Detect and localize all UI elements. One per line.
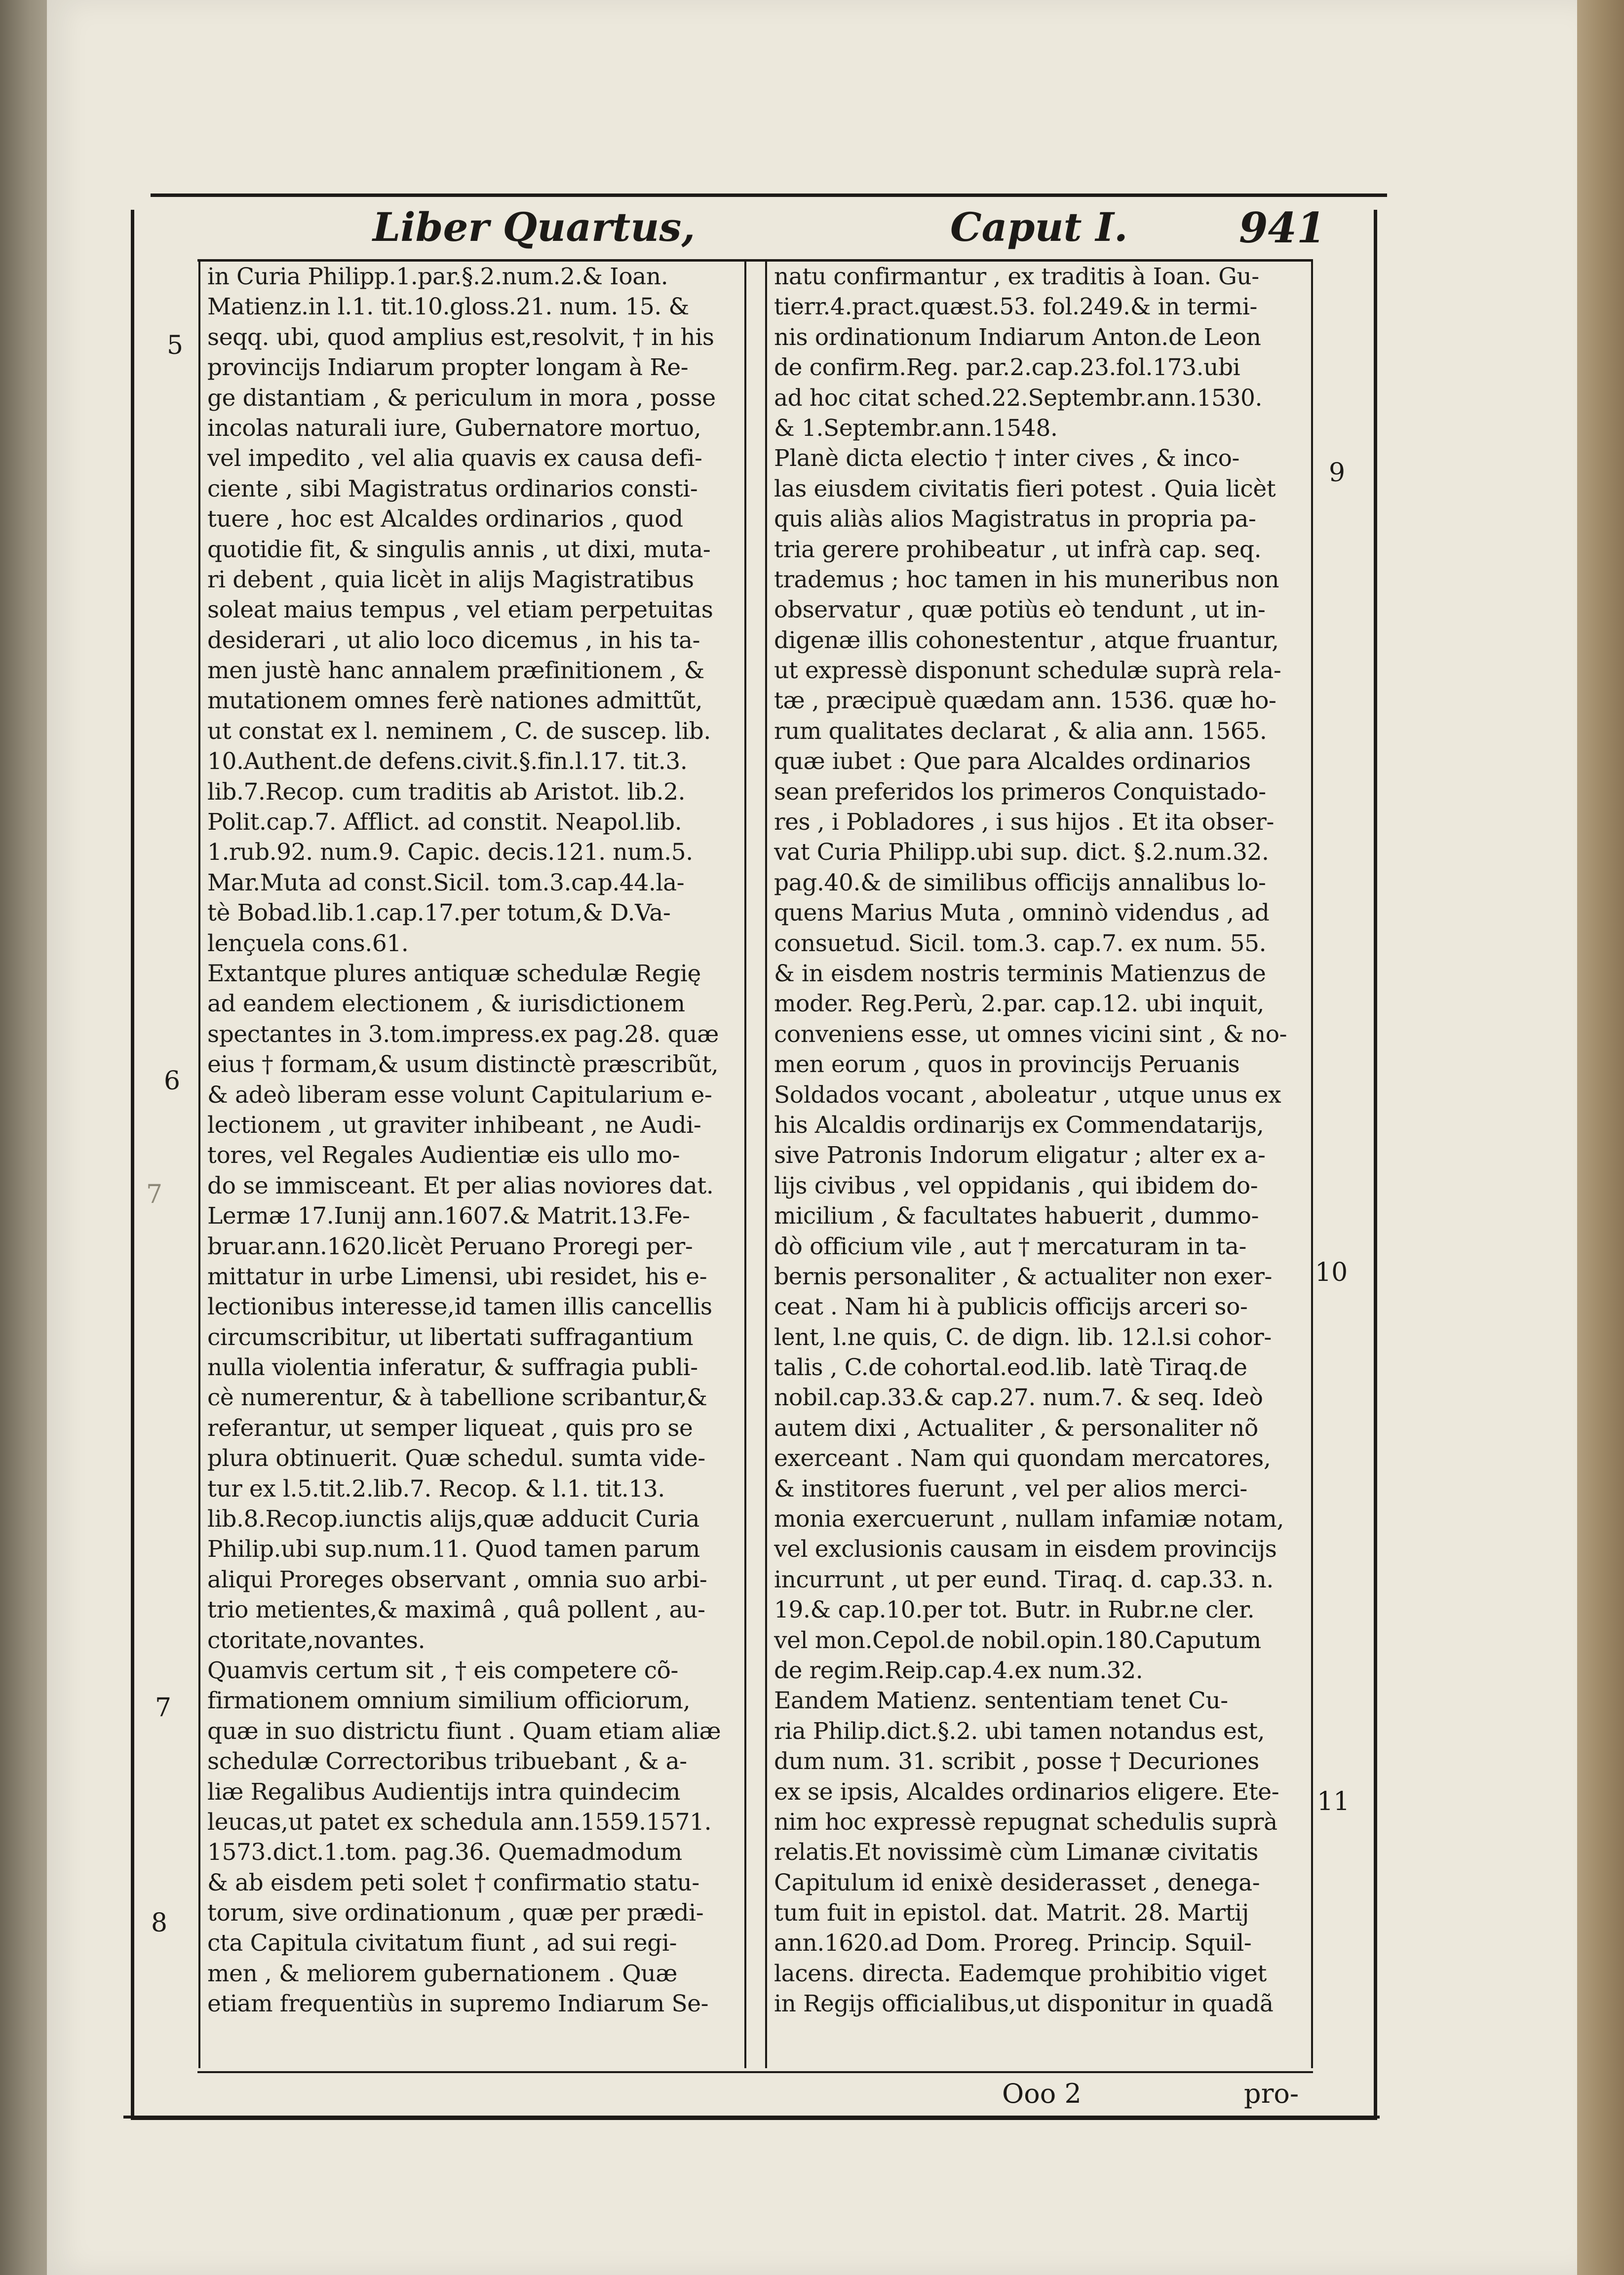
text-line: vel impedito , vel alia quavis ex causa defi-	[207, 445, 702, 472]
text-line: exerceant . Nam qui quondam mercatores,	[774, 1445, 1271, 1472]
text-line: rum qualitates declarat , & alia ann. 1565.	[774, 717, 1267, 745]
margin-number: 7	[146, 1180, 163, 1209]
text-line: ad eandem electionem , & iurisdictionem	[207, 990, 685, 1018]
text-line: etiam frequentiùs in supremo Indiarum Se-	[207, 1990, 709, 2018]
text-line: nobil.cap.33.& cap.27. num.7. & seq. Ideò	[774, 1384, 1263, 1412]
text-line: in Regijs officialibus,ut disponitur in quadã	[774, 1990, 1274, 2018]
text-line: schedulæ Correctoribus tribuebant , & a-	[207, 1748, 687, 1775]
signature-mark: Ooo 2	[1002, 2078, 1082, 2109]
text-line: de confirm.Reg. par.2.cap.23.fol.173.ubi	[774, 354, 1240, 382]
text-line: ge distantiam , & periculum in mora , posse	[207, 384, 716, 412]
text-line: soleat maius tempus , vel etiam perpetuitas	[207, 596, 713, 624]
text-line: tuere , hoc est Alcaldes ordinarios , quod	[207, 505, 683, 533]
text-line: eius † formam,& usum distinctè præscribũt,	[207, 1051, 719, 1079]
text-line: lençuela cons.61.	[207, 929, 409, 957]
text-line: his Alcaldis ordinarijs ex Commendatarijs,	[774, 1111, 1264, 1139]
text-line: trio metientes,& maximâ , quâ pollent , au-	[207, 1596, 705, 1624]
text-line: quæ in suo districtu fiunt . Quam etiam aliæ	[207, 1717, 721, 1745]
text-line: sean preferidos los primeros Conquistado-	[774, 778, 1266, 806]
text-line: observatur , quæ potiùs eò tendunt , ut in-	[774, 596, 1266, 624]
right-text-column	[765, 262, 1313, 2068]
text-line: las eiusdem civitatis fieri potest . Quia licèt	[774, 475, 1276, 502]
text-line: ria Philip.dict.§.2. ubi tamen notandus est,	[774, 1717, 1265, 1745]
text-line: do se immisceant. Et per alias noviores dat.	[207, 1172, 714, 1199]
text-line: lacens. directa. Eademque prohibitio viget	[774, 1960, 1267, 1987]
text-line: nim hoc expressè repugnat schedulis suprà	[774, 1808, 1277, 1836]
margin-number: 6	[164, 1066, 181, 1096]
text-line: lib.7.Recop. cum traditis ab Aristot. lib.2.	[207, 778, 686, 806]
text-line: talis , C.de cohortal.eod.lib. latè Tiraq.de	[774, 1354, 1247, 1382]
text-line: liæ Regalibus Audientijs intra quindecim	[207, 1778, 681, 1806]
running-head-book: Liber Quartus,	[373, 204, 696, 250]
text-line: moder. Reg.Perù, 2.par. cap.12. ubi inquit,	[774, 990, 1264, 1018]
text-line: tum fuit in epistol. dat. Matrit. 28. Martij	[774, 1899, 1249, 1927]
text-line: provincijs Indiarum propter longam à Re-	[207, 354, 689, 382]
text-line: Capitulum id enixè desiderasset , denega-	[774, 1869, 1260, 1896]
text-line: lent, l.ne quis, C. de dign. lib. 12.l.si cohor-	[774, 1323, 1272, 1351]
margin-number: 7	[155, 1693, 172, 1723]
text-line: plura obtinuerit. Quæ schedul. sumta vide-	[207, 1445, 705, 1472]
text-line: bruar.ann.1620.licèt Peruano Proregi per-	[207, 1233, 693, 1260]
text-line: quotidie fit, & singulis annis , ut dixi, muta-	[207, 536, 711, 563]
text-line: tè Bobad.lib.1.cap.17.per totum,& D.Va-	[207, 899, 671, 927]
text-line: men justè hanc annalem præfinitionem , &	[207, 657, 704, 685]
text-line: tria gerere prohibeatur , ut infrà cap. seq.	[774, 536, 1262, 563]
text-line: & in eisdem nostris terminis Matienzus de	[774, 960, 1266, 987]
text-line: vel mon.Cepol.de nobil.opin.180.Caputum	[774, 1626, 1261, 1654]
text-line: nulla violentia inferatur, & suffragia publi-	[207, 1354, 698, 1382]
text-line: desiderari , ut alio loco dicemus , in his ta-	[207, 626, 700, 654]
text-line: ctoritate,novantes.	[207, 1626, 425, 1654]
margin-number: 10	[1315, 1258, 1348, 1287]
text-line: quens Marius Muta , omninò videndus , ad	[774, 899, 1270, 927]
bottom-rule	[123, 2116, 1380, 2119]
text-line: tores, vel Regales Audientiæ eis ullo mo-	[207, 1142, 680, 1169]
text-line: 19.& cap.10.per tot. Butr. in Rubr.ne cler.	[774, 1596, 1255, 1624]
text-line: monia exercuerunt , nullam infamiæ notam,	[774, 1505, 1284, 1533]
text-line: nis ordinationum Indiarum Anton.de Leon	[774, 323, 1261, 351]
text-line: & 1.Septembr.ann.1548.	[774, 414, 1058, 442]
text-line: in Curia Philipp.1.par.§.2.num.2.& Ioan.	[207, 263, 668, 290]
text-line: relatis.Et novissimè cùm Limanæ civitatis	[774, 1839, 1258, 1866]
text-line: Matienz.in l.1. tit.10.gloss.21. num. 15. &	[207, 293, 689, 321]
text-line: ad hoc citat sched.22.Septembr.ann.1530.	[774, 384, 1263, 412]
text-line: natu confirmantur , ex traditis à Ioan. Gu-	[774, 263, 1259, 290]
text-line: ri debent , quia licèt in alijs Magistratibus	[207, 566, 694, 593]
text-line: sive Patronis Indorum eligatur ; alter ex a-	[774, 1142, 1266, 1169]
text-line: Mar.Muta ad const.Sicil. tom.3.cap.44.la-	[207, 869, 685, 896]
text-line: lectionibus interesse,id tamen illis cancellis	[207, 1293, 712, 1321]
text-line: ut expressè disponunt schedulæ suprà rela-	[774, 657, 1281, 685]
text-line: referantur, ut semper liqueat , quis pro se	[207, 1414, 693, 1442]
text-line: mittatur in urbe Limensi, ubi residet, his e-	[207, 1263, 707, 1290]
text-line: Philip.ubi sup.num.11. Quod tamen parum	[207, 1536, 700, 1563]
text-line: Lermæ 17.Iunij ann.1607.& Matrit.13.Fe-	[207, 1202, 690, 1230]
text-line: lib.8.Recop.iunctis alijs,quæ adducit Curia	[207, 1505, 700, 1533]
column-base-rule	[197, 2071, 1313, 2073]
text-line: Quamvis certum sit , † eis competere cõ-	[207, 1657, 679, 1684]
text-line: torum, sive ordinationum , quæ per prædi-	[207, 1899, 704, 1927]
text-line: cta Capitula civitatum fiunt , ad sui regi-	[207, 1929, 677, 1957]
text-line: quis aliàs alios Magistratus in propria pa-	[774, 505, 1256, 533]
page-number: 941	[1239, 203, 1326, 252]
text-line: Planè dicta electio † inter cives , & inco-	[774, 445, 1240, 472]
text-line: dò officium vile , aut † mercaturam in ta-	[774, 1233, 1246, 1260]
margin-number: 9	[1329, 458, 1346, 488]
text-line: lijs civibus , vel oppidanis , qui ibidem do-	[774, 1172, 1258, 1199]
text-line: vat Curia Philipp.ubi sup. dict. §.2.num.32.	[774, 839, 1269, 866]
text-line: Eandem Matienz. sententiam tenet Cu-	[774, 1687, 1228, 1715]
text-line: ceat . Nam hi à publicis officijs arceri so-	[774, 1293, 1248, 1321]
text-line: ann.1620.ad Dom. Proreg. Princip. Squil-	[774, 1929, 1252, 1957]
text-line: lectionem , ut graviter inhibeant , ne Audi-	[207, 1111, 701, 1139]
text-line: Soldados vocant , aboleatur , utque unus ex	[774, 1081, 1281, 1109]
text-line: bernis personaliter , & actualiter non exer-	[774, 1263, 1272, 1290]
text-line: digenæ illis cohonestentur , atque fruantur,	[774, 626, 1279, 654]
text-line: Polit.cap.7. Afflict. ad constit. Neapol.lib.	[207, 809, 682, 836]
text-line: men , & meliorem gubernationem . Quæ	[207, 1960, 678, 1987]
text-line: men eorum , quos in provincijs Peruanis	[774, 1051, 1240, 1079]
text-line: incolas naturali iure, Gubernatore mortuo,	[207, 414, 701, 442]
left-text-column	[198, 262, 746, 2068]
text-line: circumscribitur, ut libertati suffragantium	[207, 1323, 694, 1351]
text-line: Extantque plures antiquæ schedulæ Regię	[207, 960, 701, 987]
margin-number: 5	[167, 331, 184, 360]
catchword: pro-	[1244, 2078, 1299, 2109]
text-line: de regim.Reip.cap.4.ex num.32.	[774, 1657, 1143, 1684]
running-head-chapter: Caput I.	[950, 204, 1128, 250]
margin-number: 11	[1317, 1787, 1350, 1816]
text-line: res , i Pobladores , i sus hijos . Et ita obser-	[774, 809, 1274, 836]
text-line: spectantes in 3.tom.impress.ex pag.28. quæ	[207, 1020, 719, 1048]
page-fore-edge	[1577, 0, 1624, 2275]
text-line: tur ex l.5.tit.2.lib.7. Recop. & l.1. tit.13.	[207, 1475, 665, 1503]
text-line: & adeò liberam esse volunt Capitularium e-	[207, 1081, 712, 1109]
margin-number: 8	[151, 1908, 168, 1938]
text-line: 10.Authent.de defens.civit.§.fin.l.17. tit.3.	[207, 748, 688, 775]
text-line: aliqui Proreges observant , omnia suo arbi-	[207, 1566, 707, 1593]
text-line: micilium , & facultates habuerit , dummo-	[774, 1202, 1259, 1230]
text-line: autem dixi , Actualiter , & personaliter nõ	[774, 1414, 1258, 1442]
text-line: vel exclusionis causam in eisdem provincijs	[774, 1536, 1277, 1563]
text-line: trademus ; hoc tamen in his muneribus non	[774, 566, 1279, 593]
top-rule	[151, 193, 1387, 197]
text-line: 1.rub.92. num.9. Capic. decis.121. num.5.	[207, 839, 693, 866]
text-line: 1573.dict.1.tom. pag.36. Quemadmodum	[207, 1839, 682, 1866]
text-line: tæ , præcipuè quædam ann. 1536. quæ ho-	[774, 687, 1276, 715]
text-line: tierr.4.pract.quæst.53. fol.249.& in termi-	[774, 293, 1257, 321]
text-line: ciente , sibi Magistratus ordinarios consti-	[207, 475, 698, 502]
text-line: conveniens esse, ut omnes vicini sint , & no-	[774, 1020, 1287, 1048]
text-line: ut constat ex l. neminem , C. de suscep. lib.	[207, 717, 711, 745]
text-line: & ab eisdem peti solet † confirmatio statu-	[207, 1869, 699, 1896]
text-line: & institores fuerunt , vel per alios merci-	[774, 1475, 1247, 1503]
text-line: firmationem omnium similium officiorum,	[207, 1687, 691, 1715]
text-line: pag.40.& de similibus officijs annalibus lo-	[774, 869, 1266, 896]
text-line: seqq. ubi, quod amplius est,resolvit, † in his	[207, 323, 714, 351]
text-line: leucas,ut patet ex schedula ann.1559.1571.	[207, 1808, 712, 1836]
text-line: dum num. 31. scribit , posse † Decuriones	[774, 1748, 1259, 1775]
text-line: incurrunt , ut per eund. Tiraq. d. cap.33. n.	[774, 1566, 1274, 1593]
text-line: mutationem omnes ferè nationes admittũt,	[207, 687, 703, 715]
text-line: consuetud. Sicil. tom.3. cap.7. ex num. 55.	[774, 929, 1267, 957]
text-line: quæ iubet : Que para Alcaldes ordinarios	[774, 748, 1251, 775]
text-line: cè numerentur, & à tabellione scribantur,&	[207, 1384, 707, 1412]
text-line: ex se ipsis, Alcaldes ordinarios eligere. Ete-	[774, 1778, 1279, 1806]
